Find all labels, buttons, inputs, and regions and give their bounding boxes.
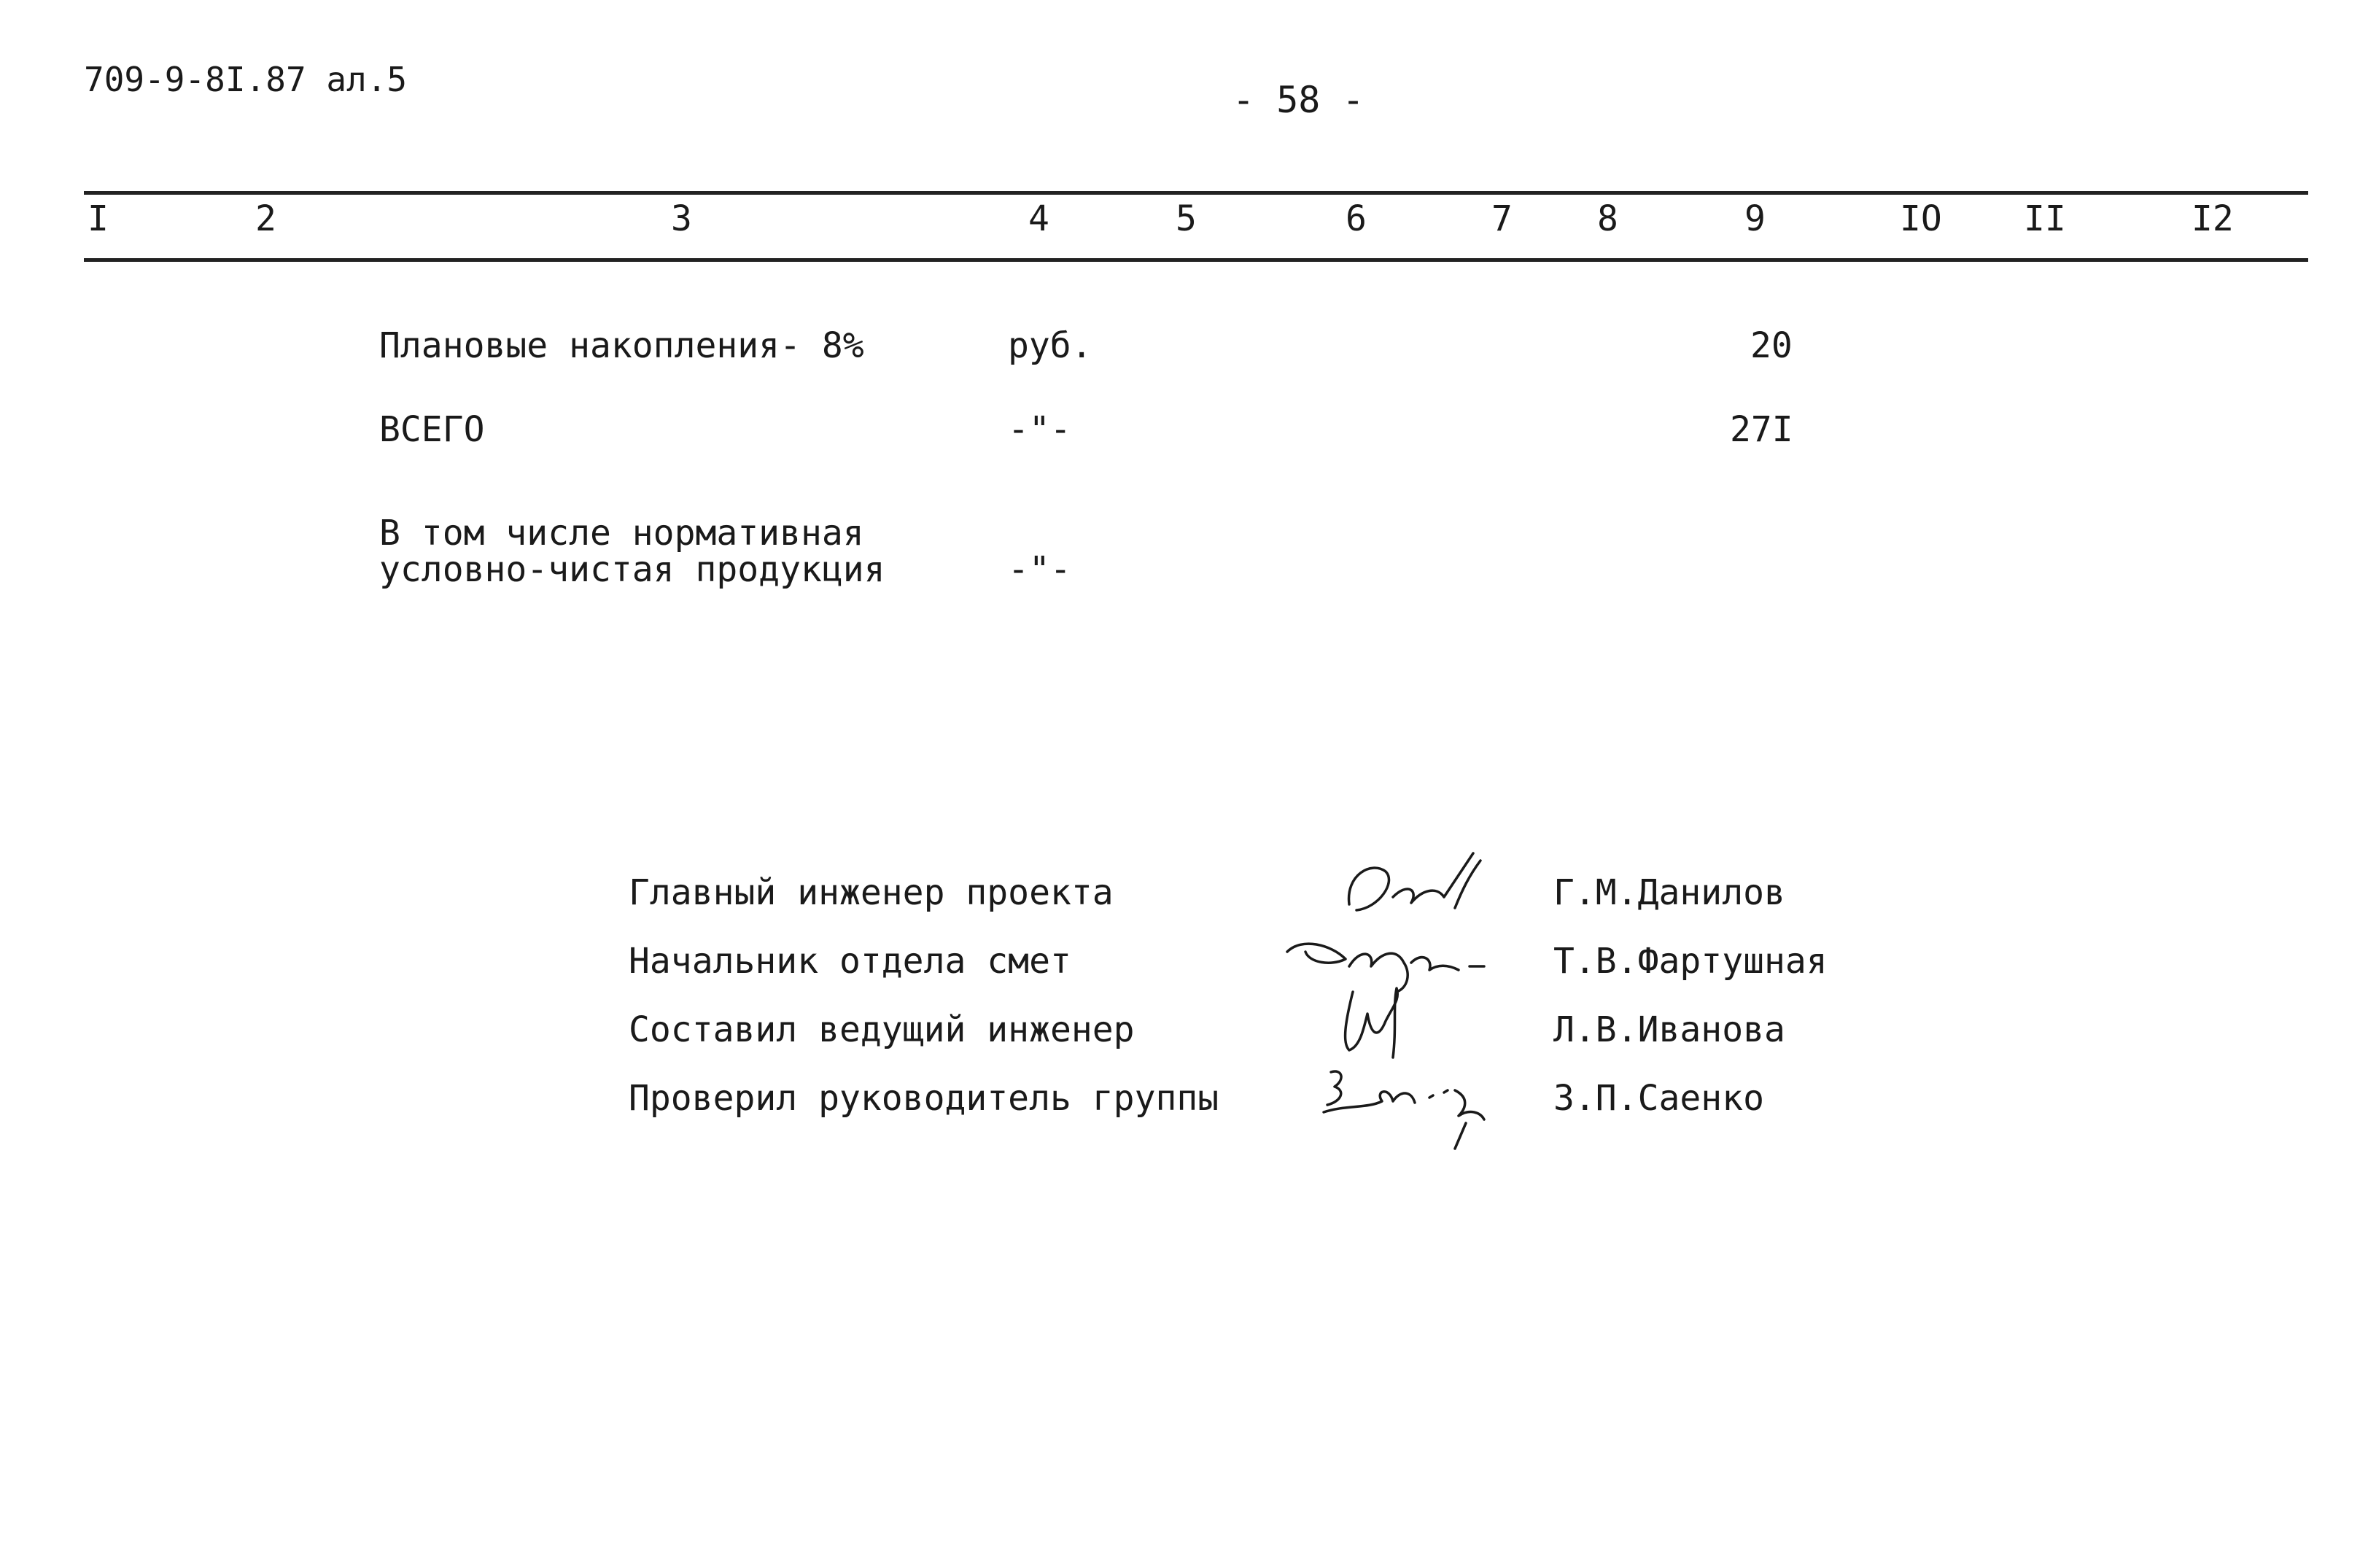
signature-role: Составил ведущий инженер	[629, 1009, 1135, 1050]
signature-role: Начальник отдела смет	[629, 941, 1071, 982]
document-code: 709-9-8I.87 ал.5	[84, 60, 408, 99]
column-header: I2	[2192, 198, 2234, 239]
row-name: Плановые накопления- 8%	[379, 325, 864, 366]
column-header: I	[88, 198, 109, 239]
row-name-line1: В том числе нормативная	[379, 513, 864, 554]
page-number: - 58 -	[1232, 79, 1364, 121]
table-header-bottom-rule	[84, 258, 2308, 262]
column-header: 2	[255, 198, 276, 239]
column-header: 8	[1597, 198, 1618, 239]
signature-person: Т.В.Фартушная	[1553, 941, 1828, 982]
column-header: 3	[671, 198, 692, 239]
column-header: 5	[1176, 198, 1197, 239]
row-value: 20	[1750, 325, 1793, 366]
row-unit: -"-	[1008, 549, 1071, 590]
row-name: ВСЕГО	[379, 409, 485, 450]
column-header: 6	[1346, 198, 1367, 239]
handwritten-signature-saenko	[1309, 1057, 1513, 1152]
column-header: IO	[1900, 198, 1942, 239]
column-header: 7	[1491, 198, 1513, 239]
signature-person: Г.М.Данилов	[1553, 872, 1785, 913]
column-header: 4	[1028, 198, 1049, 239]
signature-person: З.П.Саенко	[1553, 1078, 1764, 1119]
signature-role: Главный инженер проекта	[629, 872, 1114, 913]
row-value: 27I	[1730, 409, 1793, 450]
table-top-rule	[84, 191, 2308, 195]
row-unit: -"-	[1008, 409, 1071, 450]
handwritten-signature-danilov	[1327, 846, 1510, 926]
signature-person: Л.В.Иванова	[1553, 1009, 1785, 1050]
signature-role: Проверил руководитель группы	[629, 1078, 1219, 1119]
column-header: 9	[1744, 198, 1766, 239]
column-header: II	[2024, 198, 2066, 239]
handwritten-signature-ivanova	[1324, 977, 1433, 1065]
row-unit: руб.	[1008, 325, 1092, 366]
row-name-line2: условно-чистая продукция	[379, 549, 885, 590]
